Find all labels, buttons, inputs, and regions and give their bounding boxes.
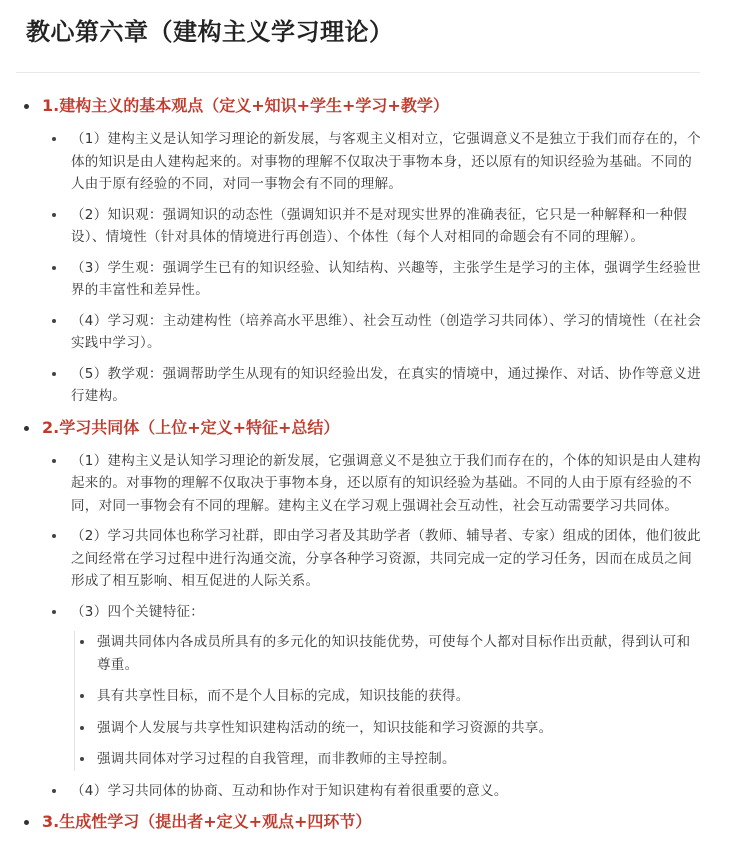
section-heading-text: 3.生成性学习（提出者+定义+观点+四环节） bbox=[42, 812, 372, 831]
section-heading-text: 2.学习共同体（上位+定义+特征+总结） bbox=[42, 417, 340, 437]
bullet-icon bbox=[24, 104, 29, 109]
section-heading-text: 1.建构主义的基本观点（定义+知识+学生+学习+教学） bbox=[42, 96, 449, 115]
list-item: （2）知识观：强调知识的动态性（强调知识并不是对现实世界的准确表征，它只是一种解释和一种假设）、情境性（针对具体的情境进行再创造）、个体性（每个人对相同的命题会有不同的理解）。 bbox=[0, 204, 736, 249]
bullet-icon bbox=[80, 640, 84, 644]
bullet-icon bbox=[80, 757, 84, 761]
bullet-icon bbox=[52, 372, 56, 376]
bullet-icon bbox=[52, 137, 56, 141]
bullet-icon bbox=[52, 789, 56, 793]
bullet-icon bbox=[80, 726, 84, 730]
list-item: （3）学生观：强调学生已有的知识经验、认知结构、兴趣等，主张学生是学习的主体，强调学生经验世界的丰富性和差异性。 bbox=[0, 257, 736, 302]
note-content bbox=[0, 94, 736, 844]
bullet-icon bbox=[52, 459, 56, 463]
list-item: （4）学习共同体的协商、互动和协作对于知识建构有着很重要的意义。 bbox=[0, 780, 736, 803]
list-item: （5）教学观：强调帮助学生从现有的知识经验出发，在真实的情境中，通过操作、对话、协作等意义进行建构。 bbox=[0, 363, 736, 408]
bullet-icon bbox=[52, 319, 56, 323]
list-item: （1）建构主义是认知学习理论的新发展，与客观主义相对立，它强调意义不是独立于我们而存在的，个体的知识是由人建构起来的。对事物的理解不仅取决于事物本身，还以原有的知识经验为基础。不同的人由于原有经验的不同，对同一事物会有不同的理解。 bbox=[0, 128, 736, 196]
list-item: （2）学习共同体也称学习社群，即由学习者及其助学者（教师、辅导者、专家）组成的团体，他们彼此之间经常在学习过程中进行沟通交流，分享各种学习资源，共同完成一定的学习任务，因而在成员之间形成了相互影响、相互促进的人际关系。 bbox=[0, 525, 736, 593]
page-title: 教心第六章（建构主义学习理论） bbox=[26, 18, 394, 46]
bullet-icon bbox=[52, 213, 56, 217]
bullet-icon bbox=[24, 426, 29, 431]
section-heading-2 bbox=[0, 416, 736, 440]
bullet-icon bbox=[52, 534, 56, 538]
section-heading-1 bbox=[0, 94, 736, 118]
list-item: （4）学习观：主动建构性（培养高水平思维）、社会互动性（创造学习共同体）、学习的情境性（在社会实践中学习）。 bbox=[0, 310, 736, 355]
list-item: （1）建构主义是认知学习理论的新发展，它强调意义不是独立于我们而存在的，个体的知识是由人建构起来的。对事物的理解不仅取决于事物本身，还以原有的知识经验为基础。不同的人由于原有经验的不同，对同一事物会有不同的理解。建构主义在学习观上强调社会互动性，社会互动需要学习共同体。 bbox=[0, 450, 736, 518]
bullet-icon bbox=[80, 694, 84, 698]
bullet-icon bbox=[52, 266, 56, 270]
feature-item: 强调共同体内各成员所具有的多元化的知识技能优势，可使每个人都对目标作出贡献，得到认可和尊重。 bbox=[75, 631, 736, 676]
bullet-icon bbox=[24, 820, 29, 825]
section-heading-3 bbox=[0, 810, 736, 834]
list-item: （3）四个关键特征： bbox=[0, 601, 736, 624]
title-divider bbox=[16, 72, 700, 73]
feature-item: 强调共同体对学习过程的自我管理，而非教师的主导控制。 bbox=[75, 748, 736, 771]
feature-item: 强调个人发展与共享性知识建构活动的统一，知识技能和学习资源的共享。 bbox=[75, 717, 736, 740]
feature-item: 具有共享性目标，而不是个人目标的完成，知识技能的获得。 bbox=[75, 685, 736, 708]
bullet-icon bbox=[52, 610, 56, 614]
feature-list bbox=[74, 631, 736, 771]
